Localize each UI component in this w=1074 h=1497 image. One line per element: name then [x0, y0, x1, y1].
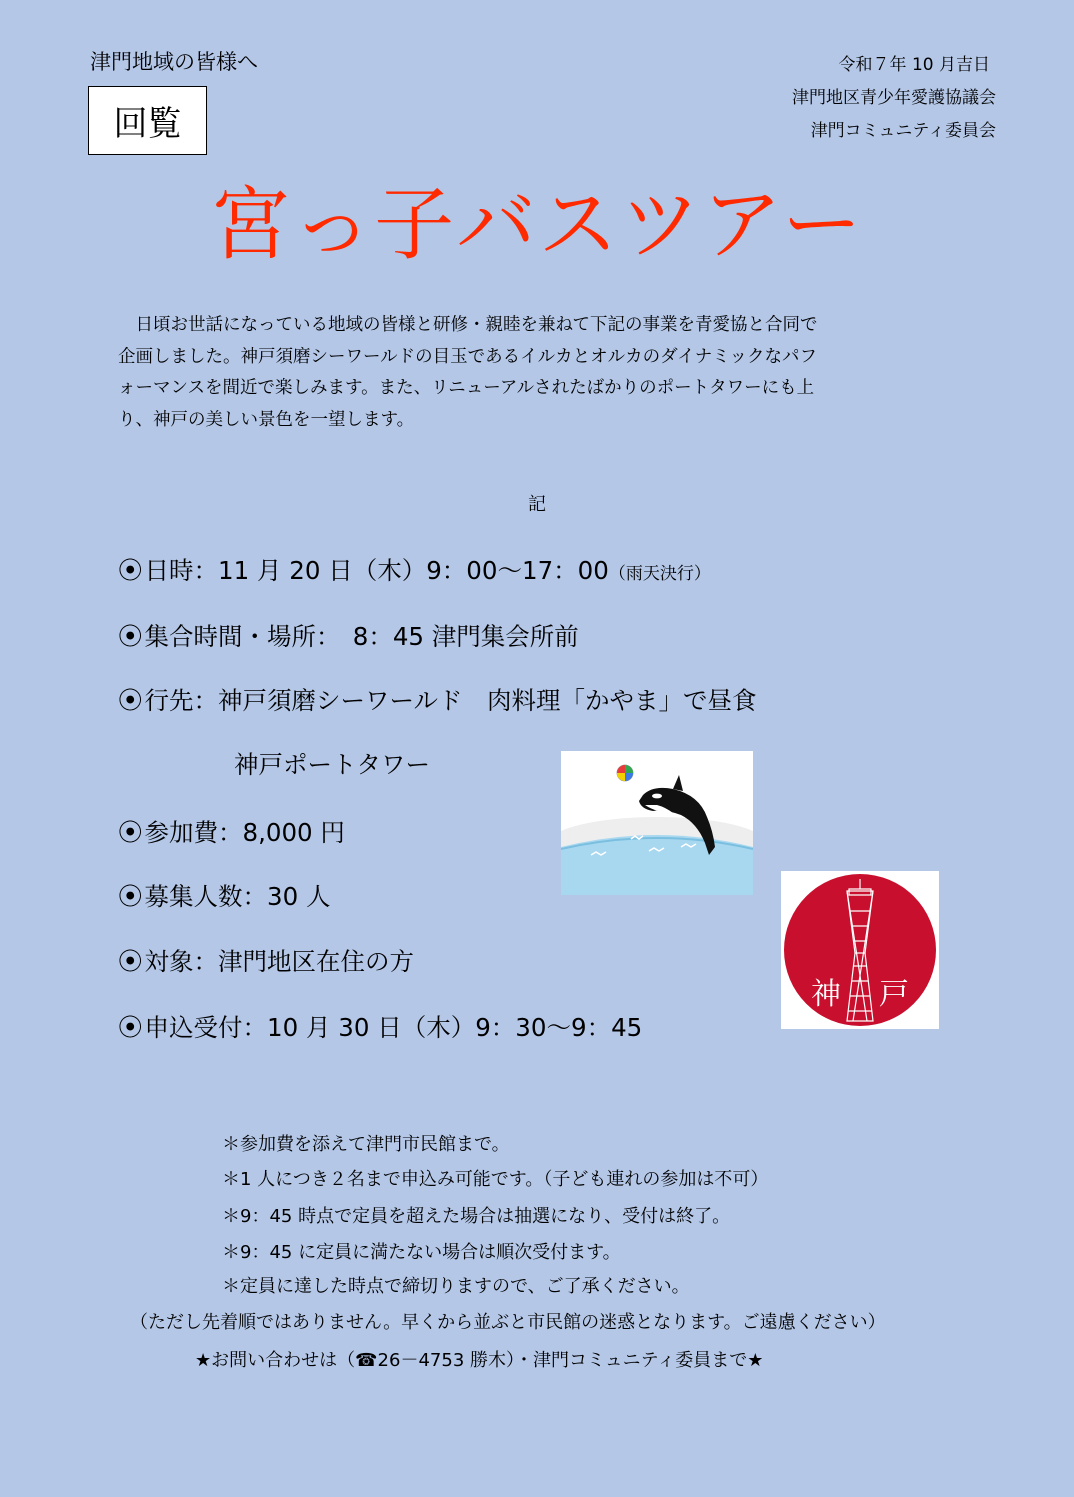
item-destination: [118, 682, 757, 717]
item-fee: [118, 814, 345, 849]
page-title: 宮っ子バスツアー: [210, 178, 864, 271]
note: （ただし先着順ではありません。早くから並ぶと市民館の迷惑となります。ご遠慮ください）: [130, 1312, 886, 1333]
kobe-tower-logo: [781, 871, 939, 1029]
ki-heading: 記: [528, 494, 546, 515]
target-text: 対象：津門地区在住の方: [144, 947, 414, 976]
fee-text: 参加費：8,000 円: [144, 818, 345, 847]
item-capacity: [118, 878, 330, 913]
organizer-1: 津門地区青少年愛護協議会: [792, 88, 996, 108]
note: ＊9：45 に定員に満たない場合は順次受付ます。: [222, 1242, 621, 1263]
note: ＊参加費を添えて津門市民館まで。: [222, 1134, 510, 1155]
bullet-icon: ⦿: [118, 686, 143, 715]
note: ＊1 人につき２名まで申込み可能です。（子ども連れの参加は不可）: [222, 1169, 769, 1190]
bullet-icon: ⦿: [118, 556, 143, 585]
intro-line: ォーマンスを間近で楽しみます。また、リニューアルされたばかりのポートタワーにも上: [118, 378, 815, 398]
bullet-icon: ⦿: [118, 882, 143, 911]
item-target: [118, 943, 414, 978]
capacity-text: 募集人数：30 人: [144, 882, 331, 911]
organizer-2: 津門コミュニティ委員会: [810, 121, 996, 141]
bullet-icon: ⦿: [118, 818, 143, 847]
intro-line: り、神戸の美しい景色を一望します。: [118, 409, 415, 430]
issue-date: 令和７年 10 月吉日: [838, 55, 990, 75]
intro-line: 日頃お世話になっている地域の皆様と研修・親睦を兼ねて下記の事業を青愛協と合同で: [118, 315, 818, 335]
destination-2: 神戸ポートタワー: [234, 750, 430, 779]
circulation-label: 回覧: [113, 104, 182, 144]
bullet-icon: ⦿: [118, 1013, 143, 1042]
orca-illustration: [561, 751, 753, 895]
destination-text: 行先：神戸須磨シーワールド 肉料理「かやま」で昼食: [144, 686, 757, 715]
meeting-text: 集合時間・場所： 8：45 津門集会所前: [144, 622, 579, 651]
intro-line: 企画しました。神戸須磨シーワールドの目玉であるイルカとオルカのダイナミックなパフ: [118, 346, 817, 367]
note: ＊9：45 時点で定員を超えた場合は抽選になり、受付は終了。: [222, 1206, 731, 1227]
kobe-char-1: 神: [811, 977, 841, 1012]
datetime-text: 日時：11 月 20 日（木）9：00～17：00: [144, 556, 609, 585]
addressee: 津門地域の皆様へ: [90, 50, 258, 74]
kobe-char-2: 戸: [879, 977, 909, 1012]
contact-note: ★お問い合わせは（☎26－4753 勝木）・津門コミュニティ委員まで★: [195, 1350, 764, 1371]
note: ＊定員に達した時点で締切りますので、ご了承ください。: [222, 1276, 690, 1297]
item-datetime: [118, 552, 711, 587]
intro-paragraph: [118, 310, 938, 436]
circulation-box: [88, 86, 207, 155]
bullet-icon: ⦿: [118, 622, 143, 651]
item-meeting: [118, 618, 579, 653]
bullet-icon: ⦿: [118, 947, 143, 976]
item-application: [118, 1009, 642, 1044]
rain-note: （雨天決行）: [608, 564, 711, 584]
application-text: 申込受付：10 月 30 日（木）9：30～9：45: [144, 1013, 643, 1042]
